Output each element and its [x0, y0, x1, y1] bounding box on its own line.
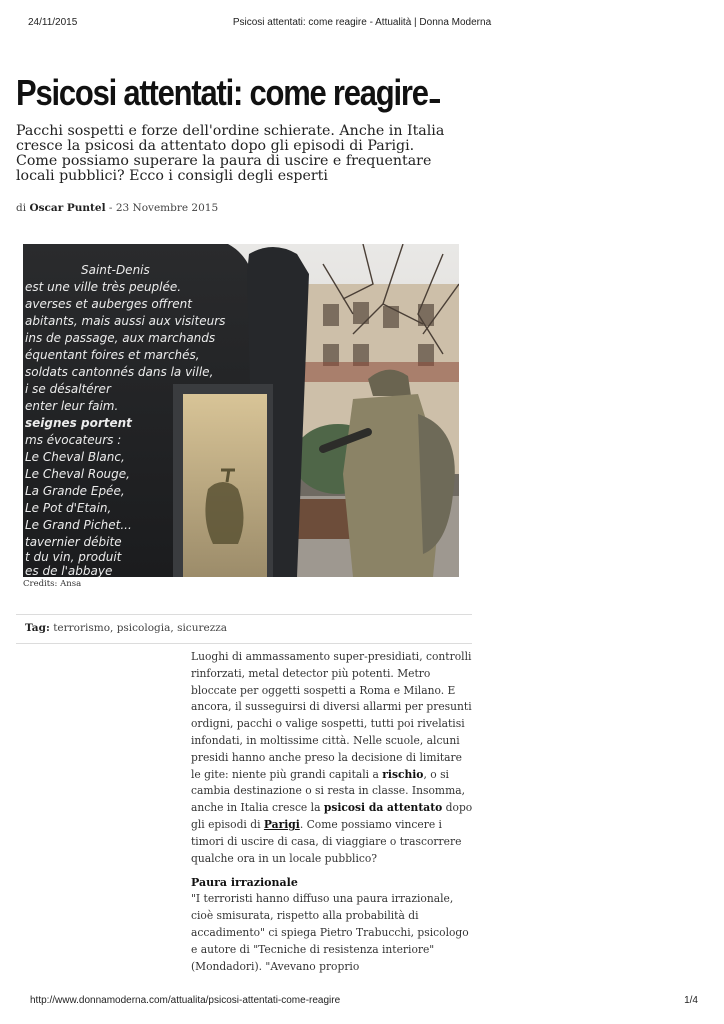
sign-line: tavernier débite	[25, 535, 122, 549]
byline	[16, 202, 218, 214]
print-date: 24/11/2015	[28, 17, 78, 28]
sign-line: soldats cantonnés dans la ville,	[25, 365, 214, 379]
tag-label: Tag:	[25, 622, 50, 634]
section-heading: Paura irrazionale	[191, 876, 298, 890]
author-name[interactable]: Oscar Puntel	[29, 202, 106, 214]
article-title	[16, 72, 440, 114]
bold-keyword-rischio: rischio	[382, 767, 424, 781]
byline-prefix: di	[16, 202, 27, 214]
article-body	[191, 649, 475, 975]
print-footer	[30, 995, 698, 1009]
article-photo	[23, 244, 459, 577]
body-paragraph	[191, 649, 475, 867]
bold-keyword-psicosi: psicosi da attentato	[323, 801, 443, 815]
sign-line: Le Pot d'Etain,	[25, 501, 112, 515]
sign-line: Le Cheval Blanc,	[25, 450, 125, 464]
print-page-title: Psicosi attentati: come reagire - Attualità | Donna Moderna	[232, 17, 492, 28]
body-text: , o si cambia destinazione o si resta in classe. Insomma, anche in Italia cresce la	[191, 767, 465, 815]
sign-line: i se désaltérer	[25, 382, 111, 396]
sign-line: enter leur faim.	[25, 399, 119, 413]
sign-line: ins de passage, aux marchands	[25, 331, 216, 345]
sign-line: équentant foires et marchés,	[25, 348, 200, 362]
publish-date: 23 Novembre 2015	[115, 202, 219, 214]
body-text: . Come possiamo vincere i timori di uscire di casa, di viaggiare o trascorrere qualche ora in un locale pubblico?	[191, 817, 462, 865]
print-url: http://www.donnamoderna.com/attualita/psicosi-attentati-come-reagire	[30, 995, 341, 1006]
link-parigi[interactable]: Parigi	[263, 817, 300, 831]
sign-line: Saint-Denis	[81, 263, 150, 277]
sign-line: t du vin, produit	[25, 550, 122, 564]
article-standfirst: Pacchi sospetti e forze dell'ordine schierate. Anche in Italia cresce la psicosi da attentato dopo gli episodi di Parigi. Come possiamo superare la paura di uscire e frequentare locali pubblici? Ecco i consigli degli esperti	[16, 123, 445, 184]
body-text: Luoghi di ammassamento super-presidiati, controlli rinforzati, metal detector più potenti. Metro bloccate per oggetti sospetti a Roma e Milano. E ancora, il susseguirsi di diversi allarmi per presunti ordigni, pacchi o valige sospetti, tutti poi rivelatisi infondati, in moltissime città. Nelle scuole, alcuni presidi hanno anche preso la decisione di limitare le gite: niente più grandi capitali a	[191, 650, 472, 781]
title-underscore	[429, 99, 439, 103]
sign-line: est une ville très peuplée.	[25, 280, 182, 294]
tag-list[interactable]: terrorismo, psicologia, sicurezza	[53, 622, 228, 634]
article-title-text: Psicosi attentati: come reagire	[16, 72, 428, 113]
photo-illustration	[23, 244, 459, 577]
page-number: 1/4	[684, 995, 698, 1006]
sign-line: La Grande Epée,	[25, 484, 125, 498]
tag-bar	[16, 614, 472, 644]
photo-credits: Credits: Ansa	[23, 579, 82, 589]
body-paragraph: "I terroristi hanno diffuso una paura irrazionale, cioè smisurata, rispetto alla probabilità di accadimento" ci spiega Pietro Trabucchi, psicologo e autore di "Tecniche di resistenza interiore" (Mondadori). "Avevano proprio	[191, 892, 469, 973]
sign-line: seignes portent	[25, 416, 132, 430]
sign-line: ms évocateurs :	[25, 433, 122, 447]
byline-separator: -	[108, 202, 113, 214]
sign-line: abitants, mais aussi aux visiteurs	[25, 314, 226, 328]
sign-line: Le Cheval Rouge,	[25, 467, 130, 481]
body-text: dopo gli episodi di	[191, 801, 473, 831]
print-header	[28, 17, 696, 31]
sign-line: es de l'abbaye	[25, 564, 113, 577]
sign-line: Le Grand Pichet...	[25, 518, 132, 532]
sign-line: averses et auberges offrent	[25, 297, 192, 311]
